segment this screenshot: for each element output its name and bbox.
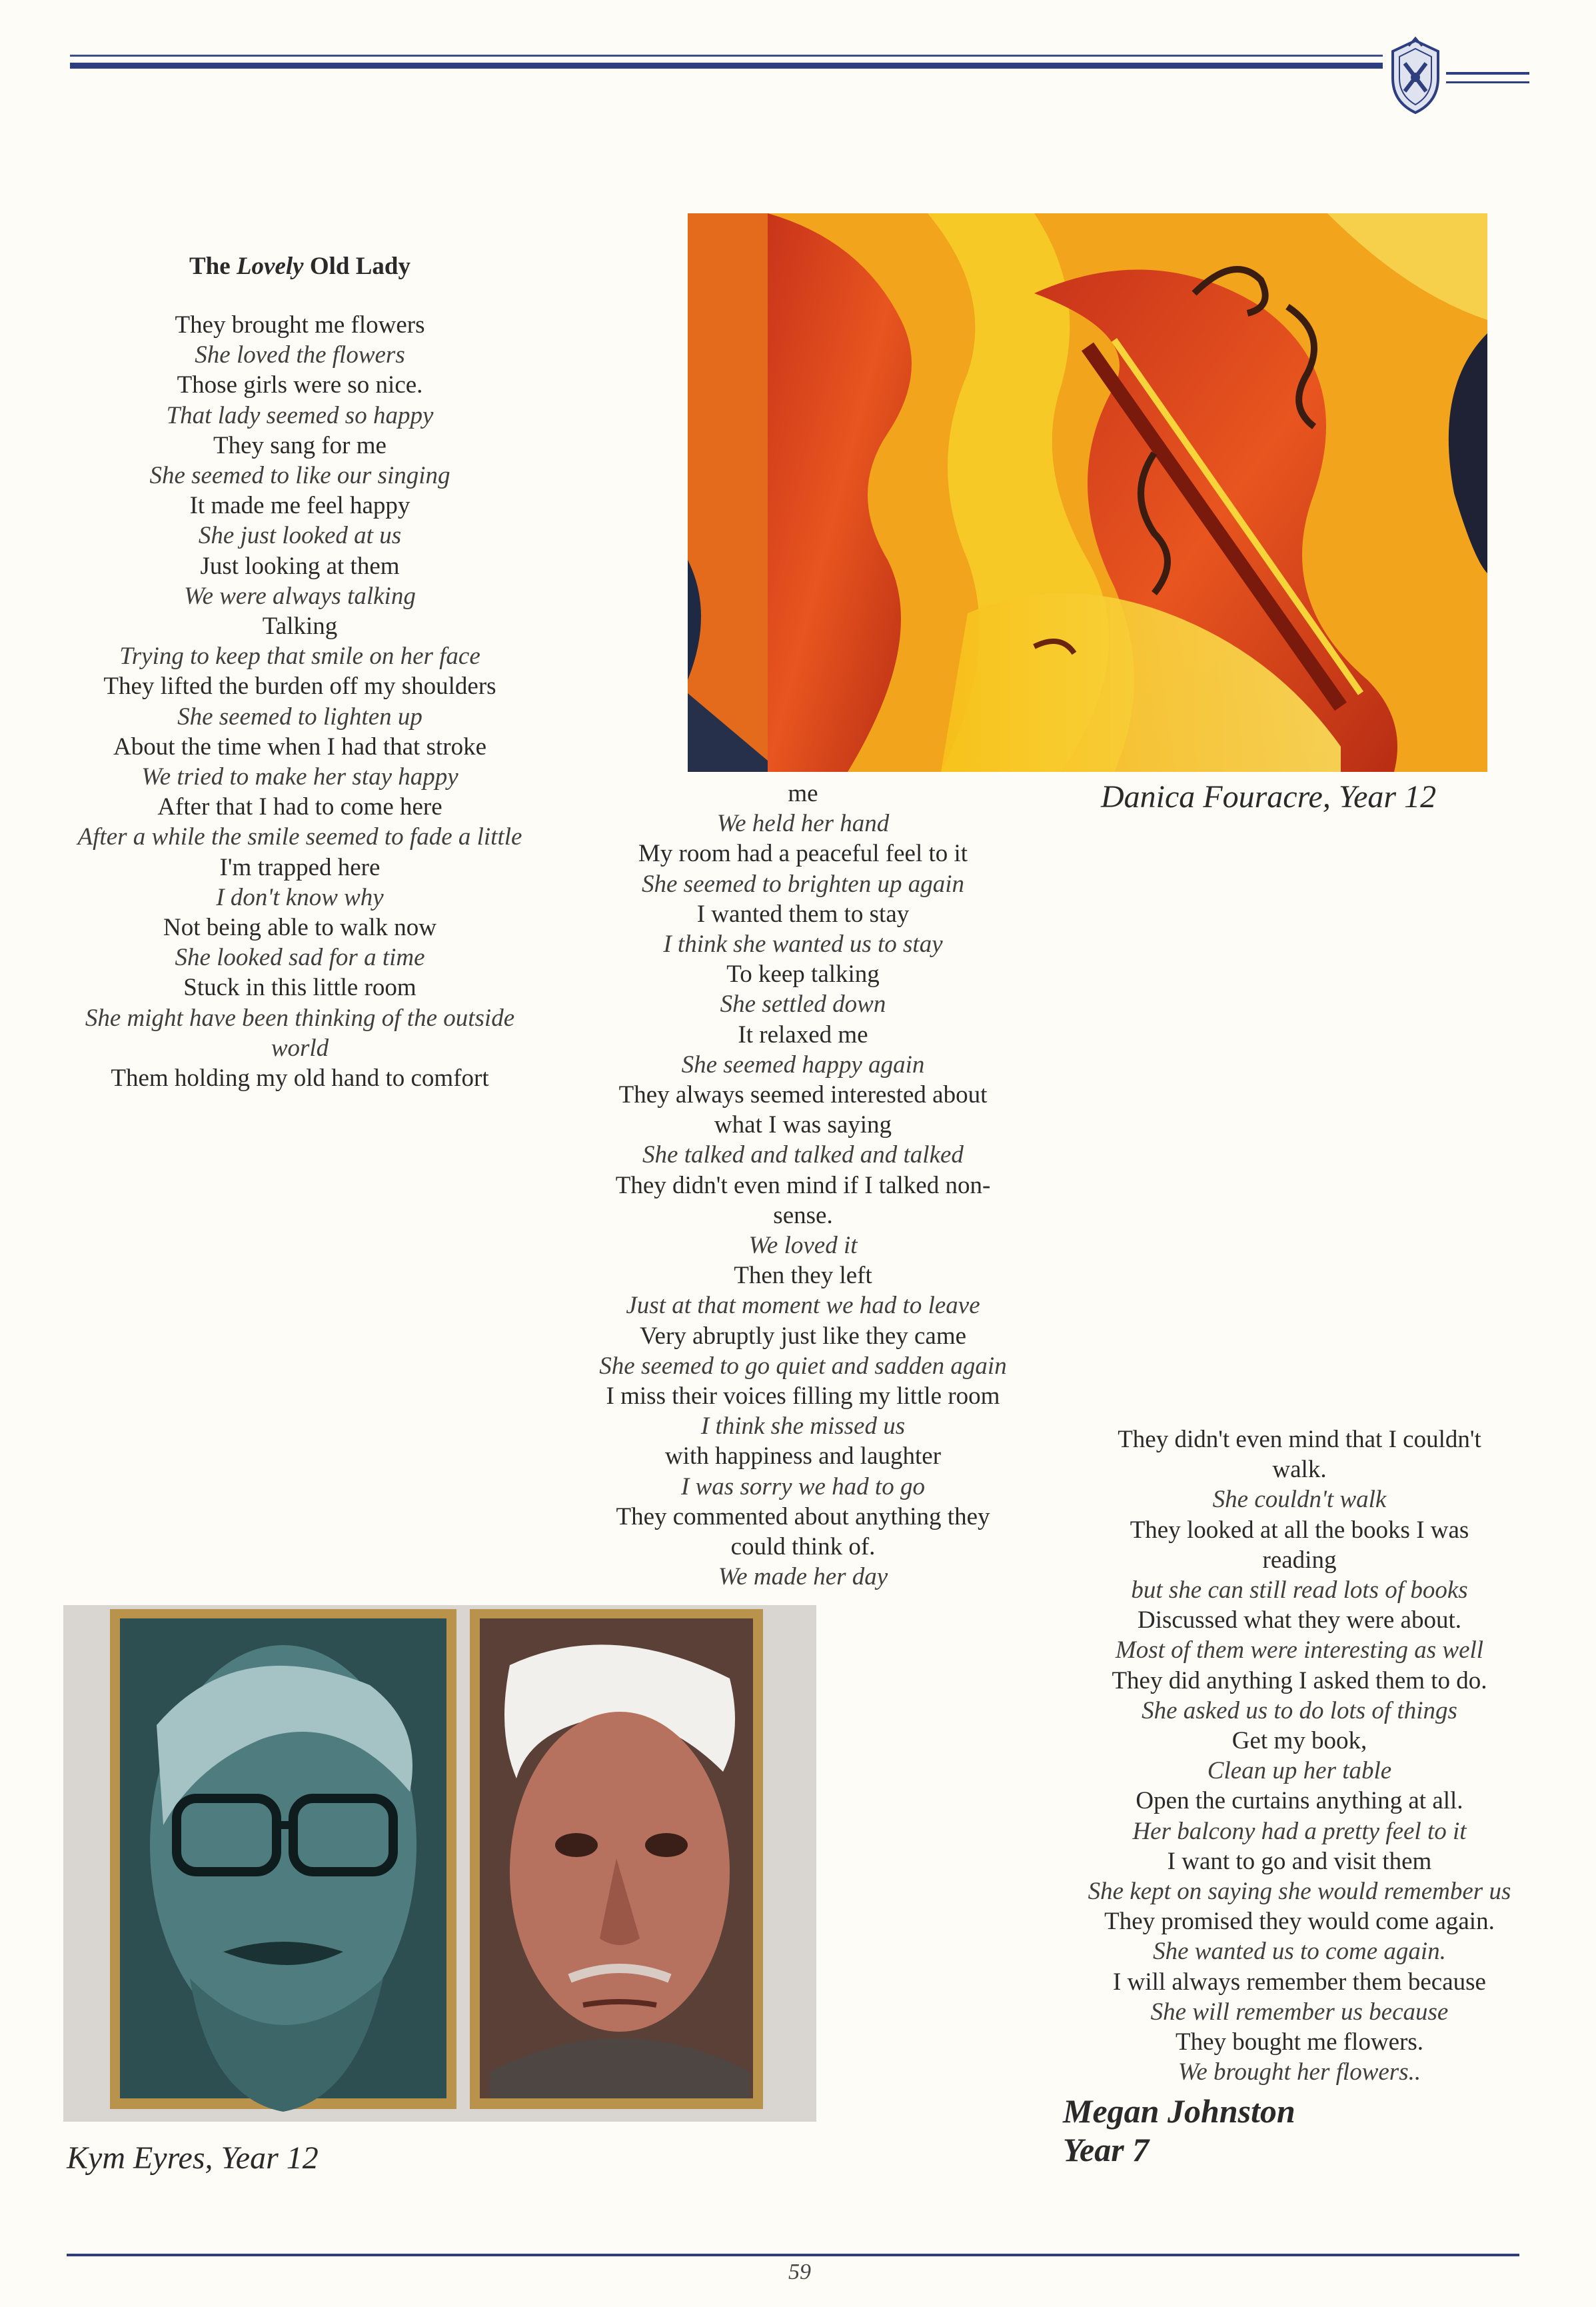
poem-line: what I was saying [714,1111,892,1139]
poem-line: I don't know why [216,883,384,911]
poem-line: with happiness and laughter [664,1442,942,1470]
poem-line: About the time when I had that stroke [113,733,486,761]
poem-line: We held her hand [716,810,890,838]
poem-line: She wanted us to come again. [1153,1938,1446,1966]
poem-line: She seemed happy again [681,1051,925,1079]
poem-line: After that I had to come here [157,793,442,821]
poem-title-prefix: The [189,253,231,280]
school-crest-icon [1385,37,1446,117]
poem-line: I think she wanted us to stay [663,931,943,959]
poem-line: She seemed to like our singing [149,462,450,490]
poem-line: To keep talking [726,961,880,989]
poem-line: She might have been thinking of the outside [85,1004,515,1032]
poem-line: She settled down [720,991,886,1019]
poem-line: My room had a peaceful feel to it [638,840,968,868]
footer-rule [67,2254,1519,2256]
poem-line: They promised they would come again. [1104,1908,1495,1936]
poem-line: They lifted the burden off my shoulders [103,673,496,701]
poem-line: We were always talking [184,582,416,610]
poem-line: me [788,780,818,807]
poem-line: I wanted them to stay [696,900,910,928]
poem-line: They bought me flowers. [1176,2028,1423,2056]
poem-line: I want to go and visit them [1167,1847,1432,1875]
poem-line: Clean up her table [1207,1757,1392,1785]
poem-line: She just looked at us [198,522,402,550]
author-name: Megan Johnston [1063,2092,1295,2130]
poem-line: It relaxed me [738,1021,868,1049]
poem-line: I was sorry we had to go [681,1472,925,1500]
poem-line: They sang for me [213,431,387,459]
poem-line: She talked and talked and talked [642,1141,964,1169]
poem-line: world [271,1034,329,1062]
poem-line: I'm trapped here [219,853,381,881]
poem-line: They brought me flowers [175,311,425,339]
header-rule-right-thin [1446,81,1529,83]
poem-line: They commented about anything they [616,1502,990,1530]
poem-line: It made me feel happy [189,492,410,520]
header-rule-right-thick [1446,72,1529,75]
poem-title-italic: Lovely [236,253,304,280]
poem-line: Open the curtains anything at all. [1136,1787,1463,1815]
poem-line: We loved it [748,1232,858,1260]
header-rule-thin [70,55,1383,57]
poem-line: I miss their voices filling my little room [606,1382,1000,1410]
poem-author [1063,2092,1295,2169]
poem-line: She couldn't walk [1212,1486,1387,1514]
poem-column-2 [560,779,1046,1592]
poem-line: She seemed to brighten up again [642,870,964,898]
poem-line: They looked at all the books I was [1130,1516,1469,1544]
poem-line: They didn't even mind if I talked non- [615,1171,991,1199]
poem-line: We tried to make her stay happy [141,763,458,791]
poem-line: She kept on saying she would remember us [1088,1878,1511,1906]
header-rule-thick [70,63,1383,69]
author-year: Year 7 [1063,2131,1150,2168]
poem-line: Those girls were so nice. [177,371,423,399]
poem-line: Most of them were interesting as well [1115,1636,1484,1664]
poem-line: Just at that moment we had to leave [626,1292,980,1320]
poem-line: Not being able to walk now [163,914,436,942]
poem-line: We brought her flowers.. [1178,2058,1421,2086]
poem-line: We made her day [718,1563,888,1591]
poem-line: Her balcony had a pretty feel to it [1132,1817,1467,1845]
poem-line: Very abruptly just like they came [639,1322,967,1350]
poem-line: She looked sad for a time [175,944,425,972]
poem-line: Stuck in this little room [183,974,416,1002]
poem-title-suffix: Old Lady [309,253,410,280]
poem-line: That lady seemed so happy [166,401,434,429]
poem-line: She will remember us because [1150,1998,1449,2026]
poem-line: could think of. [730,1533,876,1561]
poem-line: Get my book, [1231,1727,1367,1755]
poem-line: but she can still read lots of books [1131,1576,1468,1604]
poem-line: They did anything I asked them to do. [1112,1666,1487,1694]
portraits-painting-caption: Kym Eyres, Year 12 [67,2140,319,2176]
poem-line: They didn't even mind that I couldn't [1118,1426,1481,1453]
poem-line: She loved the flowers [195,341,405,369]
poem-line: I think she missed us [700,1412,906,1440]
poem-line: walk. [1272,1456,1327,1484]
poem-line: reading [1262,1546,1337,1574]
poem-line: Trying to keep that smile on her face [119,643,480,671]
poem-line: Just looking at them [200,552,400,580]
poem-line: After a while the smile seemed to fade a little [77,823,522,851]
page-number: 59 [788,2260,811,2284]
portraits-painting [63,1605,816,2122]
poem-line: Them holding my old hand to comfort [111,1065,489,1093]
poem-line: Then they left [734,1262,872,1290]
poem-line: She asked us to do lots of things [1142,1696,1457,1724]
poem-line: sense. [773,1201,833,1229]
poem-line: Talking [262,613,338,641]
poem-line: I will always remember them because [1113,1968,1486,1996]
violin-painting [688,213,1487,772]
poem-line: Discussed what they were about. [1137,1606,1461,1634]
poem-column-1 [47,310,553,1093]
violin-painting-caption: Danica Fouracre, Year 12 [1101,779,1437,815]
poem-line: She seemed to lighten up [177,703,422,731]
poem-column-3 [1060,1424,1539,2087]
poem-title [60,252,540,281]
poem-line: They always seemed interested about [618,1081,988,1109]
poem-line: She seemed to go quiet and sadden again [599,1352,1007,1380]
